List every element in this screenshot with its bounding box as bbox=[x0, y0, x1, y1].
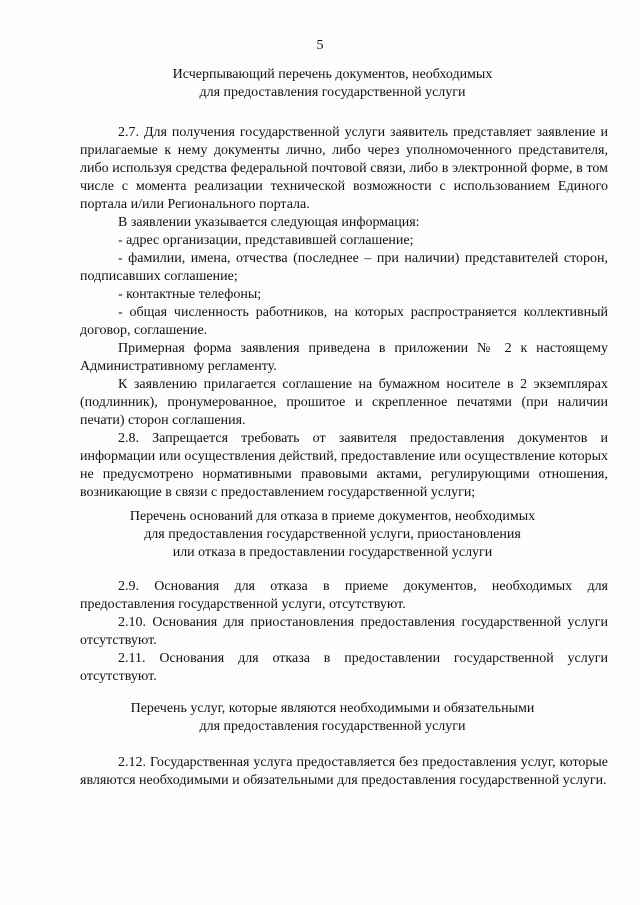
section-heading-required-services bbox=[80, 700, 585, 736]
heading-line: для предоставления государственной услуги, приостановления bbox=[144, 527, 521, 542]
paragraph: Примерная форма заявления приведена в приложении № 2 к настоящему Административному регламенту. bbox=[80, 341, 608, 374]
heading-line: Перечень оснований для отказа в приеме документов, необходимых bbox=[129, 509, 536, 524]
paragraph: В заявлении указывается следующая информация: bbox=[118, 215, 420, 230]
page-number: 5 bbox=[316, 38, 324, 53]
section-body-required-services bbox=[80, 754, 608, 790]
heading-line: или отказа в предоставлении государственной услуги bbox=[172, 545, 493, 560]
heading-line: Перечень услуг, которые являются необходимыми и обязательными bbox=[130, 701, 535, 716]
paragraph-2-12: 2.12. Государственная услуга предоставляется без предоставления услуг, которые являются необходимыми и обязательными для предоставления государственной услуги. bbox=[80, 755, 608, 788]
heading-line: для предоставления государственной услуги bbox=[199, 85, 466, 100]
list-item: - контактные телефоны; bbox=[118, 287, 262, 302]
paragraph-2-9: 2.9. Основания для отказа в приеме документов, необходимых для предоставления государственной услуги, отсутствуют. bbox=[80, 579, 608, 612]
heading-line: Исчерпывающий перечень документов, необходимых bbox=[172, 67, 493, 82]
list-item: - фамилии, имена, отчества (последнее – при наличии) представителей сторон, подписавших соглашение; bbox=[80, 251, 608, 284]
section-body-refusal bbox=[80, 578, 608, 686]
paragraph-2-8: 2.8. Запрещается требовать от заявителя предоставления документов и информации или осуществления действий, предоставление или осуществление которых не предусмотрено нормативными правовыми актами, регулирующими отношения, возникающие в связи с предоставлением государственной услуги; bbox=[80, 431, 608, 500]
paragraph: К заявлению прилагается соглашение на бумажном носителе в 2 экземплярах (подлинник), пронумерованное, прошитое и скрепленное печатями (при наличии печати) сторон соглашения. bbox=[80, 377, 608, 428]
paragraph-2-10: 2.10. Основания для приостановления предоставления государственной услуги отсутствуют. bbox=[80, 615, 608, 648]
section-body-documents bbox=[80, 124, 608, 502]
list-item: - адрес организации, представившей соглашение; bbox=[118, 233, 414, 248]
section-heading-refusal bbox=[80, 508, 585, 562]
list-item: - общая численность работников, на которых распространяется коллективный договор, соглашение. bbox=[80, 305, 608, 338]
paragraph-2-7: 2.7. Для получения государственной услуги заявитель представляет заявление и прилагаемые к нему документы лично, либо через уполномоченного представителя, либо используя средства федеральной почтовой связи, либо в электронной форме, в том числе с момента реализации технической возможности с использованием Единого портала и/или Регионального портала. bbox=[80, 125, 608, 212]
paragraph-2-11: 2.11. Основания для отказа в предоставлении государственной услуги отсутствуют. bbox=[80, 651, 608, 684]
section-heading-documents bbox=[80, 66, 585, 102]
heading-line: для предоставления государственной услуги bbox=[199, 719, 466, 734]
